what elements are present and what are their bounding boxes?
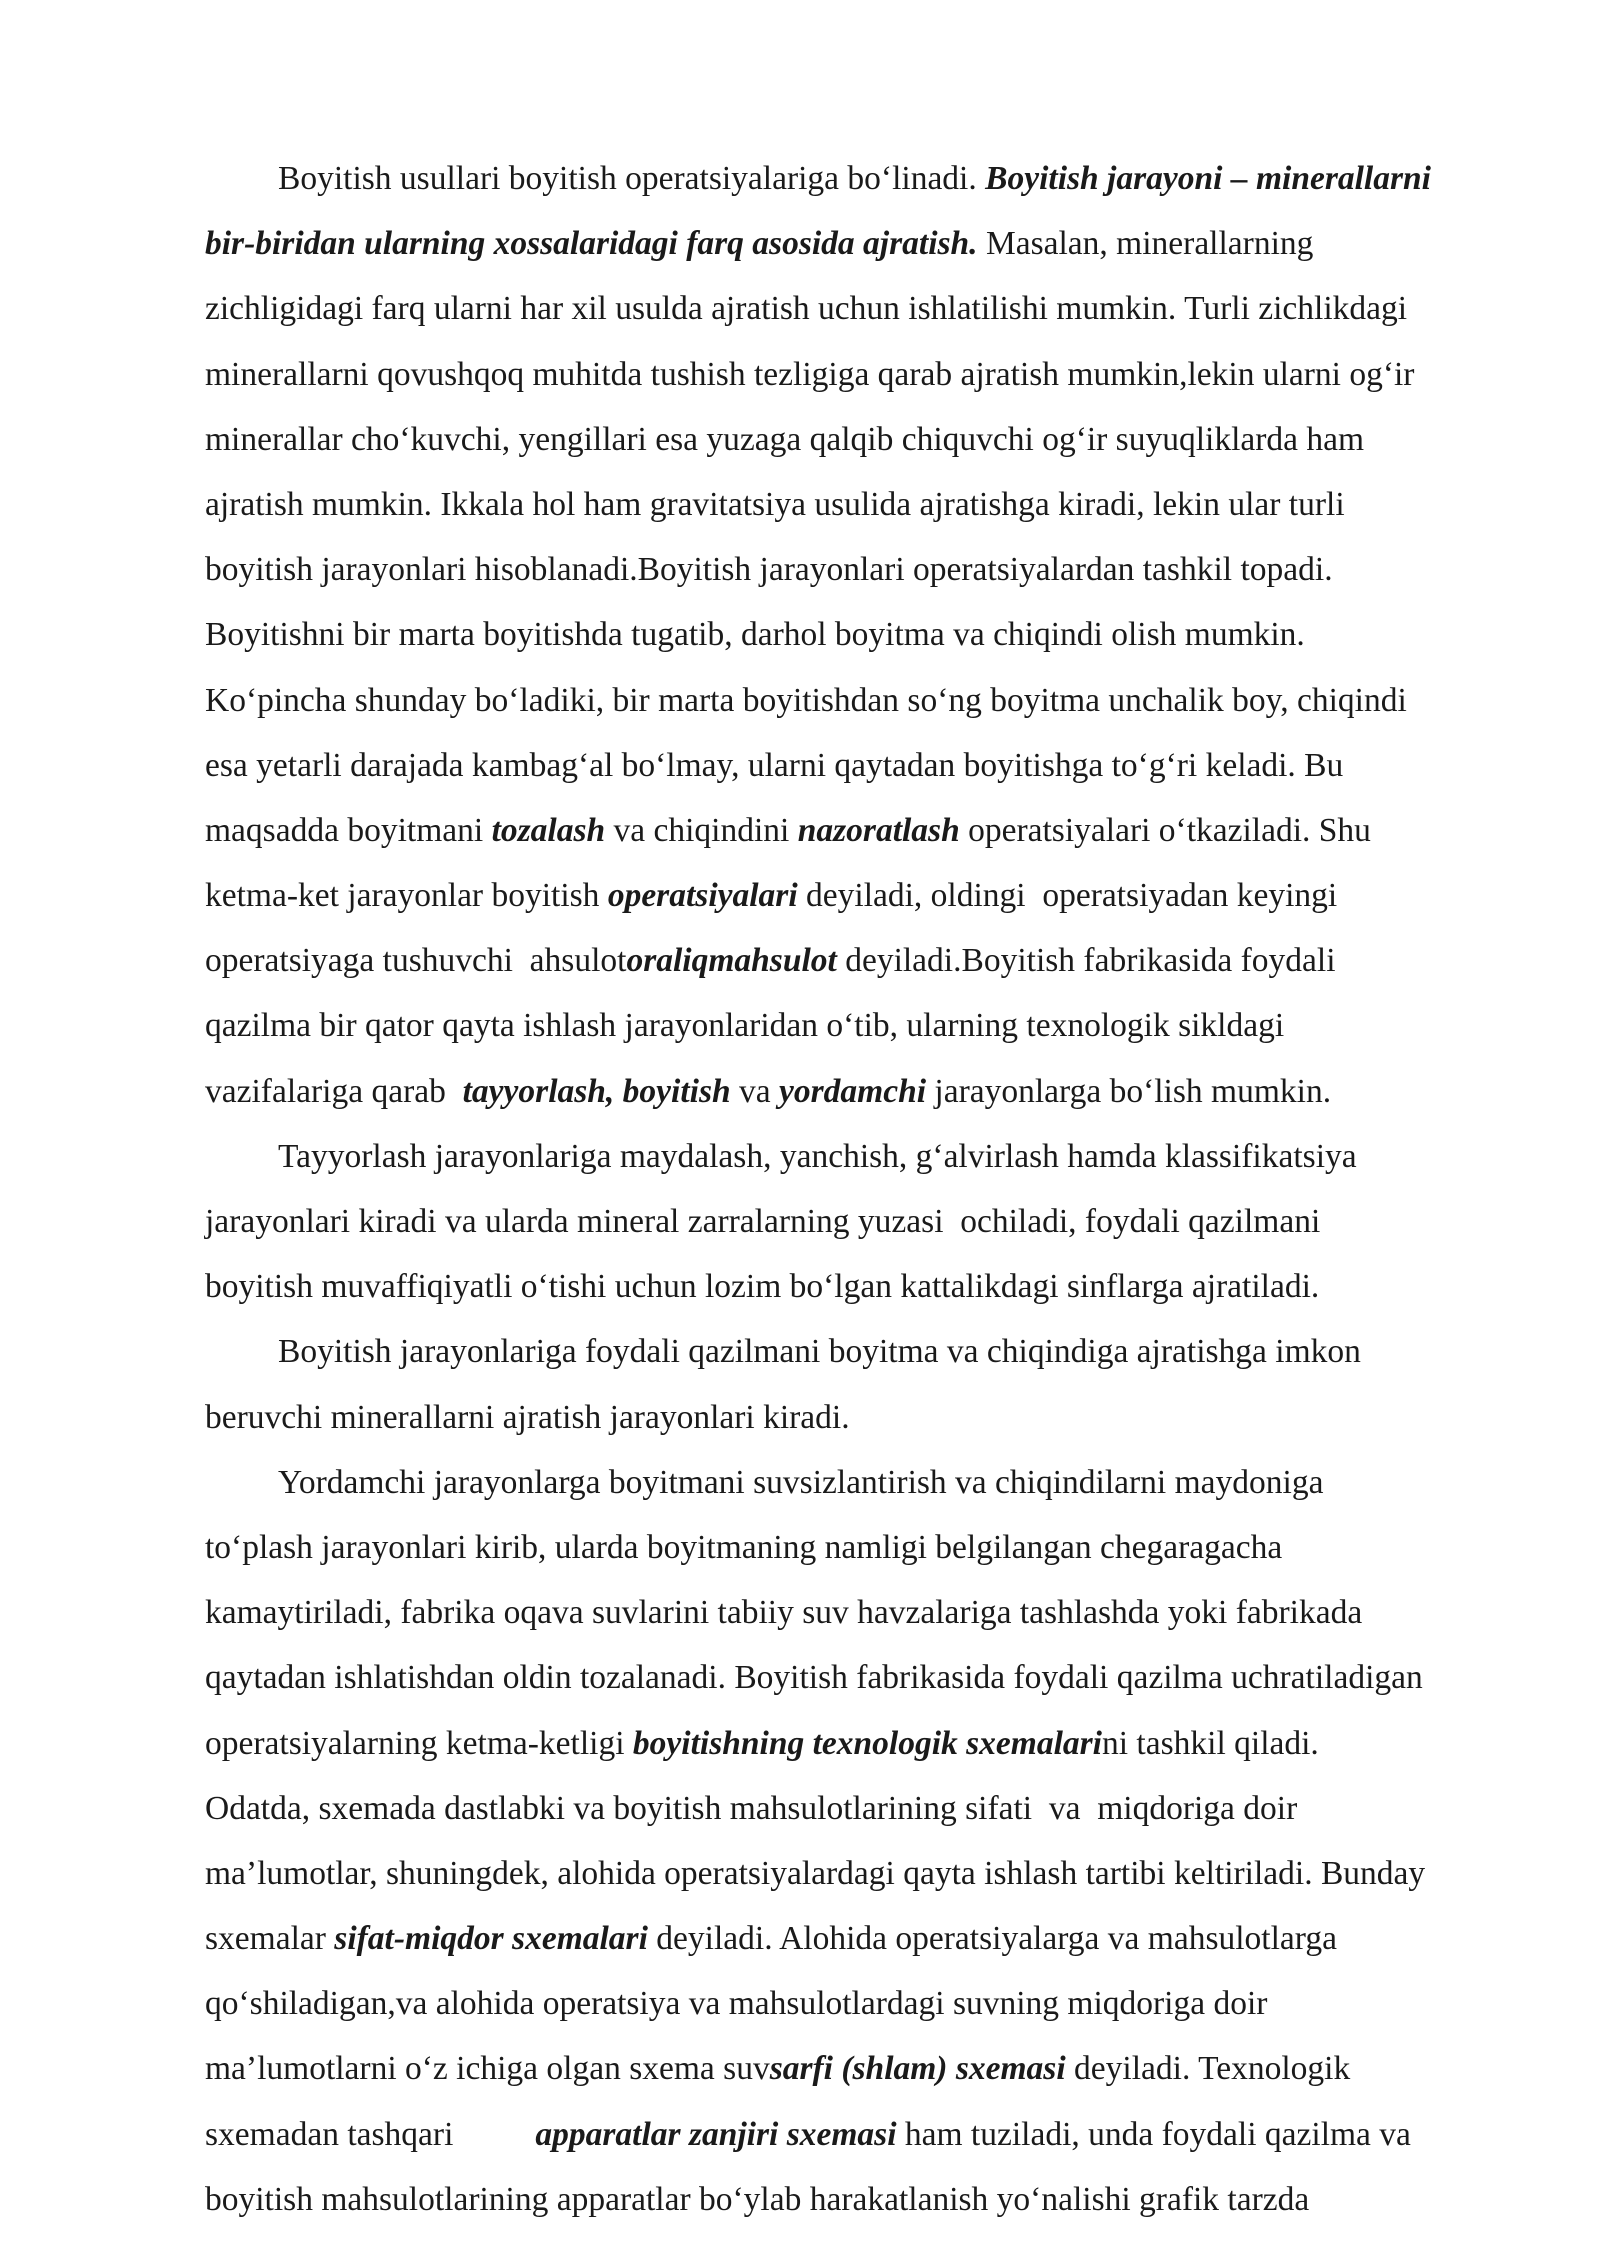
paragraph-first-line [205,1319,1585,1384]
emphasized-term: Boyitish jarayoni – minerallarni [985,160,1431,197]
text-run: Masalan, minerallarning [977,225,1314,263]
text-run: ham tuziladi, unda foydali qazilma va [896,2115,1411,2153]
emphasized-term: yordamchi [779,1072,927,1110]
text-run: Boyitish usullari boyitish operatsiyalariga bo‘linadi. [278,160,986,197]
text-line [205,733,1585,798]
text-run: qo‘shiladigan,va alohida operatsiya va mahsulotlardagi suvning miqdoriga doir [205,1985,1268,2023]
text-run: boyitish jarayonlari hisoblanadi.Boyitish jarayonlari operatsiyalardan tashkil topadi. [205,551,1333,589]
text-line [205,2036,1585,2101]
paragraph-first-line [205,1450,1585,1515]
text-run: ajratish mumkin. Ikkala hol ham gravitatsiya usulida ajratishga kiradi, lekin ular turli [205,485,1345,523]
text-line [205,1254,1585,1319]
text-line [205,928,1585,993]
text-run: ma’lumotlar, shuningdek, alohida operatsiyalardagi qayta ishlash tartibi keltiriladi. Bunday [205,1854,1426,1892]
text-line [205,211,1585,276]
text-line [205,407,1585,472]
text-run: sxemalar [205,1920,335,1958]
emphasized-term: tozalash [491,811,606,849]
text-run: deyiladi, oldingi operatsiyadan keyingi [797,877,1338,915]
text-run: Boyitishni bir marta boyitishda tugatib, darhol boyitma va chiqindi olish mumkin. [205,616,1305,654]
emphasized-term: tayyorlash, boyitish [462,1072,731,1110]
text-run: jarayonlari kiradi va ularda mineral zarralarning yuzasi ochiladi, foydali qazilmani [205,1203,1321,1240]
text-run: Ko‘pincha shunday bo‘ladiki, bir marta boyitishdan so‘ng boyitma unchalik boy, chiqindi [205,681,1407,719]
text-line [205,1645,1585,1710]
text-run: operatsiyaga tushuvchi ahsulot [205,942,627,980]
text-line [205,537,1585,602]
text-run: va chiqindini [605,811,798,849]
text-run: deyiladi. Texnologik [1065,2050,1351,2088]
text-line [205,1906,1585,1971]
emphasized-term: sifat-miqdor sxemalari [334,1920,648,1958]
text-line [205,668,1585,733]
text-run: sxemadan tashqari [205,2115,454,2153]
emphasized-term: nazoratlash [797,811,960,849]
emphasized-term: sarfi (shlam) sxemasi [769,2050,1066,2088]
emphasized-term: oraliqmahsulot [626,942,837,980]
paragraph-first-line [205,1124,1585,1189]
text-run: ketma-ket jarayonlar boyitish [205,877,608,915]
text-line [205,472,1585,537]
emphasized-term: boyitishning texnologik sxemalari [632,1724,1102,1762]
emphasized-term: bir-biridan ularning xossalaridagi farq asosida ajratish. [205,225,978,263]
text-run: deyiladi.Boyitish fabrikasida foydali [836,942,1336,980]
text-run: ni tashkil qiladi. [1102,1724,1319,1762]
text-run: va [730,1072,780,1110]
text-line [205,342,1585,407]
text-run: minerallarni qovushqoq muhitda tushish tezligiga qarab ajratish mumkin,lekin ularni og‘ir [205,355,1415,393]
text-run: jarayonlarga bo‘lish mumkin. [926,1072,1332,1110]
text-run: boyitish muvaffiqiyatli o‘tishi uchun lozim bo‘lgan kattalikdagi sinflarga ajratiladi. [205,1268,1320,1306]
text-run: operatsiyalarning ketma-ketligi [205,1724,633,1762]
text-run: maqsadda boyitmani [205,811,492,849]
text-line [205,863,1585,928]
text-line [205,1515,1585,1580]
text-run: operatsiyalari o‘tkaziladi. Shu [959,811,1371,849]
text-run: kamaytiriladi, fabrika oqava suvlarini tabiiy suv havzalariga tashlashda yoki fabrikada [205,1594,1363,1632]
text-run: qazilma bir qator qayta ishlash jarayonlaridan o‘tib, ularning texnologik sikldagi [205,1007,1285,1045]
text-run: minerallar cho‘kuvchi, yengillari esa yuzaga qalqib chiquvchi og‘ir suyuqliklarda ham [205,420,1365,458]
text-line [205,1841,1585,1906]
text-run: Boyitish jarayonlariga foydali qazilmani boyitma va chiqindiga ajratishga imkon [278,1333,1361,1371]
text-run: ma’lumotlarni o‘z ichiga olgan sxema suv [205,2050,770,2088]
document-body [205,146,1585,2232]
text-run: Odatda, sxemada dastlabki va boyitish mahsulotlarining sifati va miqdoriga doir [205,1789,1298,1827]
text-run: deyiladi. Alohida operatsiyalarga va mahsulotlarga [647,1920,1337,1958]
text-line [205,276,1585,341]
text-line [205,1971,1585,2036]
text-run: Tayyorlash jarayonlariga maydalash, yanchish, g‘alvirlash hamda klassifikatsiya [278,1137,1357,1175]
text-line [205,1711,1585,1776]
text-line [205,2102,1585,2167]
text-run: boyitish mahsulotlarining apparatlar bo‘ylab harakatlanish yo‘nalishi grafik tarzda [205,2180,1310,2218]
text-line [205,1776,1585,1841]
emphasized-term: apparatlar zanjiri sxemasi [535,2115,897,2153]
text-run: beruvchi minerallarni ajratish jarayonlari kiradi. [205,1398,850,1436]
text-run: esa yetarli darajada kambag‘al bo‘lmay, ularni qaytadan boyitishga to‘g‘ri keladi. Bu [205,746,1344,784]
text-line [205,602,1585,667]
text-line [205,1580,1585,1645]
text-line [205,798,1585,863]
text-run: zichligidagi farq ularni har xil usulda ajratish uchun ishlatilishi mumkin. Turli zichlikdagi [205,290,1408,328]
text-run: qaytadan ishlatishdan oldin tozalanadi. Boyitish fabrikasida foydali qazilma uchratiladigan [205,1659,1423,1697]
text-line [205,2167,1585,2232]
text-line [205,993,1585,1058]
text-line [205,1059,1585,1124]
text-line [205,1189,1585,1254]
text-run: vazifalariga qarab [205,1072,463,1110]
emphasized-term: operatsiyalari [607,877,798,915]
paragraph-first-line [205,146,1585,211]
text-run: Yordamchi jarayonlarga boyitmani suvsizlantirish va chiqindilarni maydoniga [278,1463,1324,1501]
text-run: to‘plash jarayonlari kirib, ularda boyitmaning namligi belgilangan chegaragacha [205,1528,1283,1566]
text-line [205,1385,1585,1450]
